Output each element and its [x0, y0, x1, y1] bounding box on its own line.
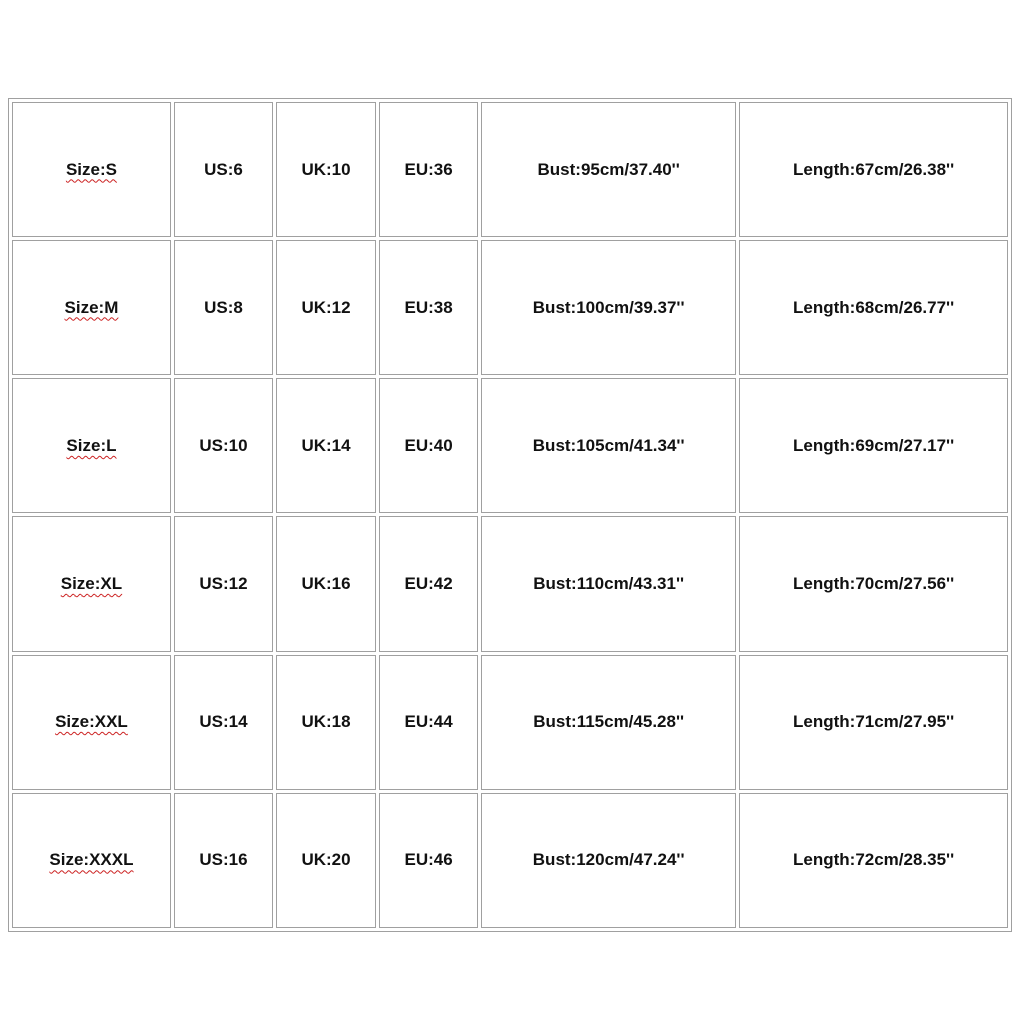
us-size-cell: US:6	[174, 102, 273, 237]
size-cell	[12, 240, 171, 375]
eu-size-cell: EU:38	[379, 240, 478, 375]
bust-cell: Bust:110cm/43.31''	[481, 516, 736, 651]
length-cell: Length:71cm/27.95''	[739, 655, 1008, 790]
bust-cell: Bust:95cm/37.40''	[481, 102, 736, 237]
us-size-cell: US:16	[174, 793, 273, 928]
length-cell: Length:67cm/26.38''	[739, 102, 1008, 237]
size-label: Size:XXXL	[49, 850, 134, 870]
length-cell: Length:70cm/27.56''	[739, 516, 1008, 651]
uk-size-cell: UK:10	[276, 102, 376, 237]
bust-cell: Bust:120cm/47.24''	[481, 793, 736, 928]
uk-size-cell: UK:12	[276, 240, 376, 375]
size-cell	[12, 793, 171, 928]
table-row	[12, 378, 1008, 513]
eu-size-cell: EU:40	[379, 378, 478, 513]
us-size-cell: US:8	[174, 240, 273, 375]
eu-size-cell: EU:46	[379, 793, 478, 928]
size-label: Size:S	[65, 159, 117, 179]
table-row	[12, 102, 1008, 237]
size-label: Size:XL	[60, 574, 123, 594]
eu-size-cell: EU:44	[379, 655, 478, 790]
uk-size-cell: UK:20	[276, 793, 376, 928]
bust-cell: Bust:105cm/41.34''	[481, 378, 736, 513]
table-row	[12, 240, 1008, 375]
size-chart	[8, 98, 1012, 932]
us-size-cell: US:12	[174, 516, 273, 651]
table-row	[12, 516, 1008, 651]
length-cell: Length:72cm/28.35''	[739, 793, 1008, 928]
eu-size-cell: EU:42	[379, 516, 478, 651]
size-label: Size:M	[64, 297, 119, 317]
size-label: Size:L	[66, 435, 117, 455]
size-chart-table	[9, 99, 1011, 931]
eu-size-cell: EU:36	[379, 102, 478, 237]
bust-cell: Bust:115cm/45.28''	[481, 655, 736, 790]
uk-size-cell: UK:18	[276, 655, 376, 790]
size-cell	[12, 102, 171, 237]
bust-cell: Bust:100cm/39.37''	[481, 240, 736, 375]
us-size-cell: US:14	[174, 655, 273, 790]
size-cell	[12, 516, 171, 651]
size-label: Size:XXL	[55, 712, 128, 732]
us-size-cell: US:10	[174, 378, 273, 513]
table-row	[12, 793, 1008, 928]
length-cell: Length:68cm/26.77''	[739, 240, 1008, 375]
uk-size-cell: UK:16	[276, 516, 376, 651]
length-cell: Length:69cm/27.17''	[739, 378, 1008, 513]
size-cell	[12, 655, 171, 790]
size-cell	[12, 378, 171, 513]
table-row	[12, 655, 1008, 790]
uk-size-cell: UK:14	[276, 378, 376, 513]
